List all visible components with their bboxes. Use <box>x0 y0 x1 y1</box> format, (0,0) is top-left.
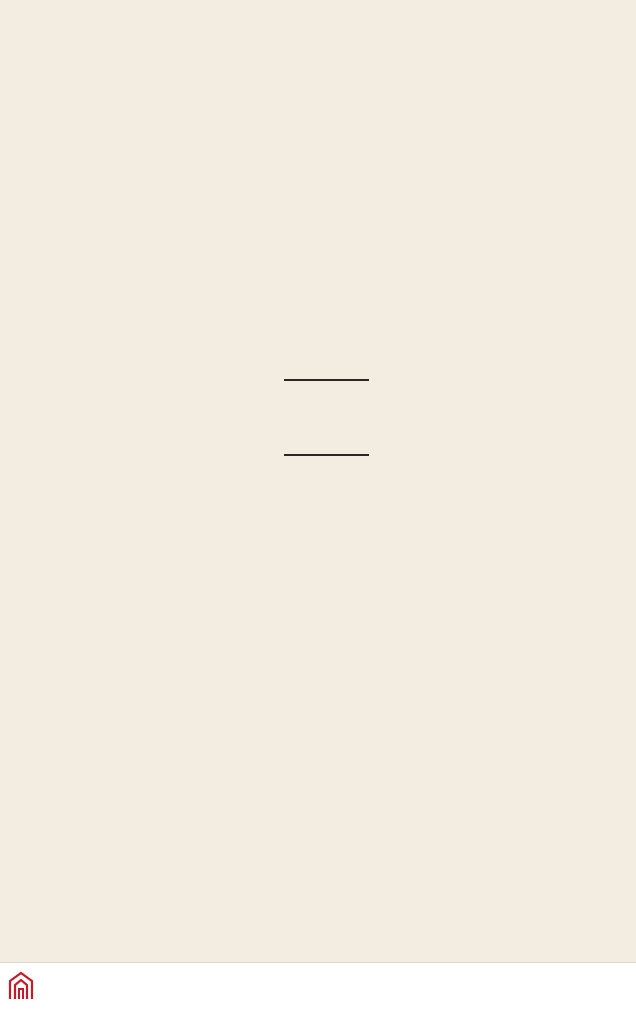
university-logo-icon <box>8 971 34 1001</box>
roman-entries-list <box>58 519 570 552</box>
catalog-entry-2930 <box>58 519 570 552</box>
viewer-footer <box>0 962 636 1011</box>
section-divider-top <box>284 379 369 381</box>
section-divider-bottom <box>284 454 369 456</box>
